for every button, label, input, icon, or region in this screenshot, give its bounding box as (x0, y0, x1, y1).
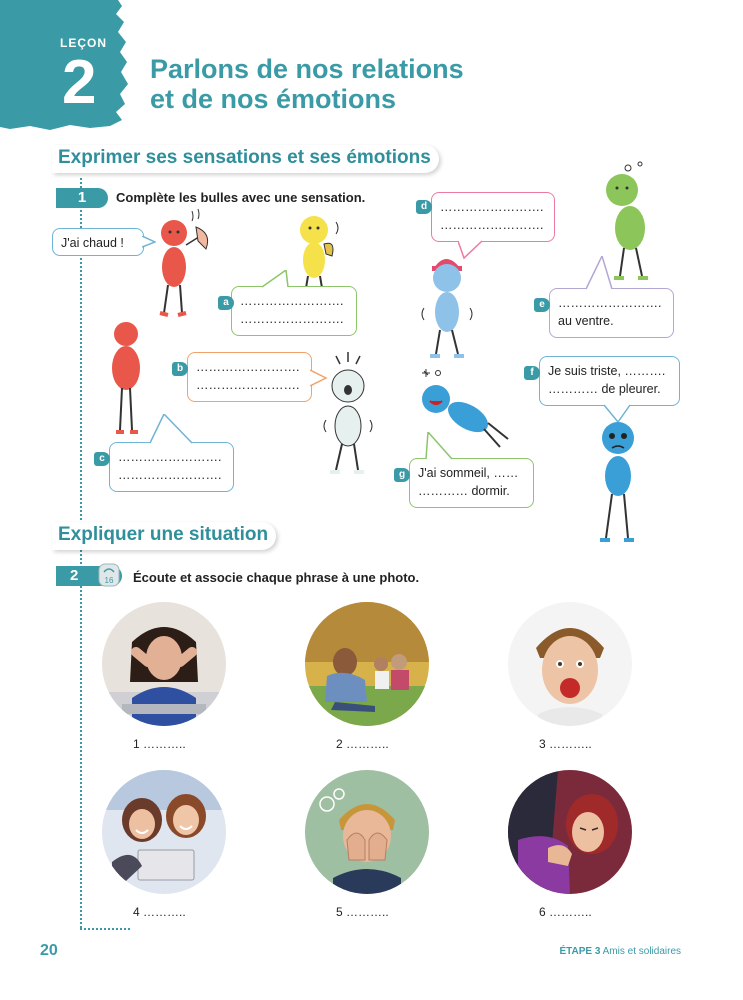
character-smelly (292, 210, 352, 290)
photo-4[interactable] (102, 770, 226, 894)
bubble-b-line1[interactable]: ……………………. (196, 360, 300, 374)
lecon-number: 2 (62, 48, 97, 117)
bubble-c-tail (150, 414, 194, 444)
character-hot (152, 205, 222, 320)
footer-etape (559, 946, 681, 957)
bubble-e-tag: e (534, 298, 550, 312)
photo-3-caption: 3 ……….. (539, 737, 592, 751)
section-title-sensations: Exprimer ses sensations et ses émotions (52, 145, 439, 173)
photo-2-caption: 2 ……….. (336, 737, 389, 751)
page-title-line1: Parlons de nos relations (150, 54, 464, 84)
photo-6-image (508, 770, 632, 894)
exercise-number-2-label: 2 (70, 567, 79, 584)
bubble-a-line1[interactable]: ……………………. (240, 294, 344, 308)
bubble-c (109, 442, 234, 492)
audio-track-number: 16 (104, 576, 114, 585)
bubble-g-line2[interactable]: ………… dormir. (418, 484, 510, 498)
exercise-number-1: 1 (56, 188, 108, 208)
character-scared (318, 350, 378, 480)
bubble-example-text: J'ai chaud ! (61, 236, 124, 250)
bubble-e-tail (586, 256, 616, 290)
bubble-c-tag: c (94, 452, 110, 466)
bubble-d (431, 192, 555, 242)
bubble-a (231, 286, 357, 336)
photo-5[interactable] (305, 770, 429, 894)
photo-4-caption: 4 ……….. (133, 905, 186, 919)
bubble-f-line1[interactable]: Je suis triste, ………. (548, 364, 666, 378)
character-red (104, 320, 154, 440)
bubble-e-line2[interactable]: au ventre. (558, 314, 614, 328)
bubble-f-tag: f (524, 366, 540, 380)
bubble-a-tag: a (218, 296, 234, 310)
bubble-b-tag: b (172, 362, 188, 376)
photo-5-caption: 5 ……….. (336, 905, 389, 919)
bubble-f (539, 356, 680, 406)
lecon-label: LEÇON (60, 36, 107, 50)
exercise-2-instruction: Écoute et associe chaque phrase à une photo. (133, 570, 420, 585)
photo-5-image (305, 770, 429, 894)
photo-2[interactable] (305, 602, 429, 726)
page-number: 20 (40, 942, 58, 959)
bubble-g-line1[interactable]: J'ai sommeil, …… (418, 466, 519, 480)
bubble-example (52, 228, 144, 256)
photo-1-image (102, 602, 226, 726)
bubble-a-line2[interactable]: ……………………. (240, 312, 344, 326)
margin-dotted-line-bottom (80, 928, 130, 930)
footer-etape-label: ÉTAPE 3 (559, 946, 601, 957)
bubble-b (187, 352, 312, 402)
photo-4-image (102, 770, 226, 894)
bubble-b-line2[interactable]: ……………………. (196, 378, 300, 392)
bubble-d-line2[interactable]: ……………………. (440, 218, 544, 232)
bubble-g (409, 458, 534, 508)
bubble-e-line1[interactable]: ……………………. (558, 296, 662, 310)
bubble-g-tag: g (394, 468, 410, 482)
character-sad (588, 420, 648, 550)
bubble-f-line2[interactable]: ………… de pleurer. (548, 382, 661, 396)
character-cold (418, 250, 478, 365)
bubble-d-tag: d (416, 200, 432, 214)
bubble-a-tail (262, 270, 292, 288)
bubble-g-tail (422, 432, 456, 460)
photo-3-image (508, 602, 632, 726)
photo-1[interactable] (102, 602, 226, 726)
page-title-line2: et de nos émotions (150, 84, 397, 114)
exercise-1-instruction: Complète les bulles avec une sensation. (116, 190, 366, 205)
photo-1-caption: 1 ……….. (133, 737, 186, 751)
footer-etape-title: Amis et solidaires (602, 946, 681, 957)
section-title-situation: Expliquer une situation (52, 522, 276, 550)
margin-dotted-line (80, 178, 82, 928)
photo-3[interactable] (508, 602, 632, 726)
bubble-c-line2[interactable]: ……………………. (118, 468, 222, 482)
bubble-e (549, 288, 674, 338)
photo-2-image (305, 602, 429, 726)
audio-track-icon[interactable] (98, 563, 120, 587)
photo-6-caption: 6 ……….. (539, 905, 592, 919)
bubble-d-line1[interactable]: ……………………. (440, 200, 544, 214)
bubble-c-line1[interactable]: ……………………. (118, 450, 222, 464)
page-title (150, 54, 464, 114)
photo-6[interactable] (508, 770, 632, 894)
